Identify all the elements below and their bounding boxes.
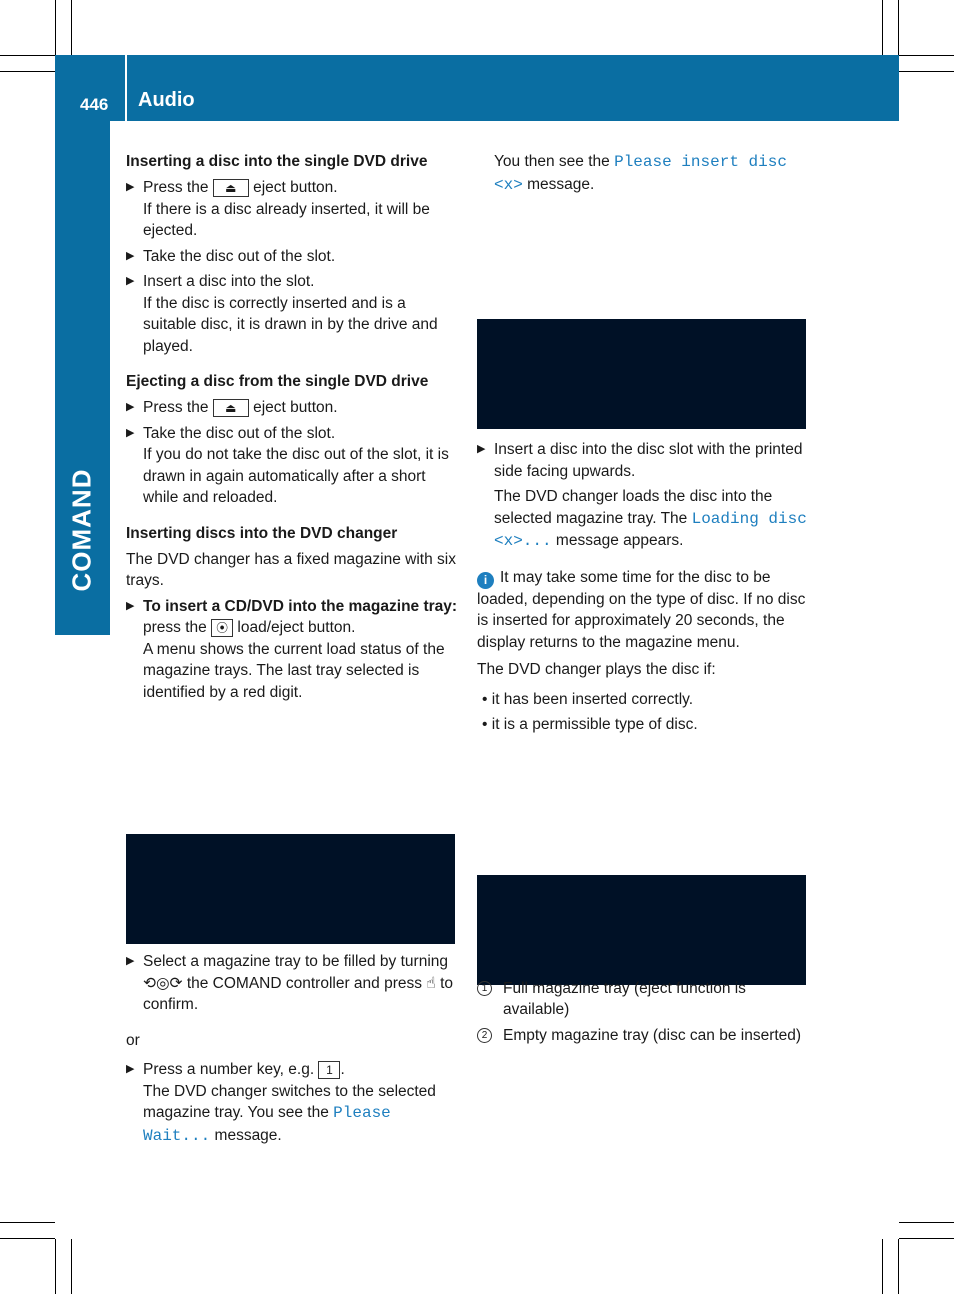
crop-mark bbox=[899, 1238, 954, 1239]
legend-text: Empty magazine tray (disc can be inserted) bbox=[503, 1026, 802, 1044]
crop-mark bbox=[71, 0, 72, 55]
list-item bbox=[477, 689, 812, 711]
callout-1-icon: 1 bbox=[477, 981, 492, 996]
bullet-icon: • bbox=[482, 716, 488, 733]
step-insert-disc-slot bbox=[477, 439, 812, 553]
step-press-eject bbox=[126, 177, 461, 242]
step-note: If there is a disc already inserted, it will be ejected. bbox=[143, 200, 430, 239]
step-text: press the bbox=[143, 619, 207, 636]
crop-mark bbox=[898, 0, 899, 55]
crop-mark bbox=[882, 1239, 883, 1294]
step-note-text: The DVD changer switches to the selected magazine tray. You see the bbox=[143, 1082, 436, 1121]
crop-mark bbox=[0, 55, 55, 56]
step-note: If the disc is correctly inserted and is a suitable disc, it is drawn in by the drive and played. bbox=[143, 294, 438, 355]
step-arrow-icon: ▶ bbox=[126, 955, 135, 967]
step-text: load/eject button. bbox=[237, 619, 356, 636]
step-note-text: message. bbox=[214, 1126, 282, 1144]
step-text: Press the bbox=[143, 399, 209, 416]
controller-turn-icon: ⟲◎⟳ bbox=[143, 974, 183, 992]
number-key-icon: 1 bbox=[318, 1061, 340, 1079]
display-message: Loading disc <x>... bbox=[494, 509, 807, 550]
crop-mark bbox=[899, 55, 954, 56]
step-note bbox=[143, 1081, 461, 1148]
side-tab-box bbox=[55, 592, 110, 635]
text: message. bbox=[527, 175, 595, 193]
screenshot-spacer bbox=[477, 200, 812, 439]
step-note: A menu shows the current load status of the magazine trays. The last tray selected is identified by a red digit. bbox=[143, 640, 445, 701]
step-bold-text: To insert a CD/DVD into the magazine tray: bbox=[143, 597, 458, 615]
step-arrow-icon: ▶ bbox=[126, 599, 135, 612]
bullet-icon: • bbox=[482, 690, 488, 708]
crop-mark bbox=[899, 71, 954, 72]
crop-mark bbox=[882, 0, 883, 55]
crop-mark bbox=[899, 1222, 954, 1223]
list-item-text: it is a permissible type of disc. bbox=[491, 716, 698, 733]
step-text: eject button. bbox=[253, 179, 338, 196]
crop-mark bbox=[0, 1222, 55, 1223]
step-note-text: The DVD changer loads the disc into the selected magazine tray. The bbox=[494, 488, 773, 527]
step-text: Insert a disc into the slot. bbox=[143, 273, 315, 290]
header-divider bbox=[125, 55, 127, 121]
step-arrow-icon: ▶ bbox=[126, 275, 135, 287]
info-text: It may take some time for the disc to be loaded, depending on the type of disc. If no disc is inserted for approximately 20 seconds, the display returns to the magazine menu. bbox=[477, 568, 806, 651]
step-note bbox=[494, 486, 812, 553]
step-insert-magazine bbox=[126, 596, 461, 704]
heading-dvd-changer: Inserting discs into the DVD changer bbox=[126, 524, 398, 542]
step-text: Press the bbox=[143, 179, 209, 196]
crop-mark bbox=[0, 1238, 55, 1239]
section-title: Audio bbox=[138, 89, 195, 111]
step-text: Insert a disc into the disc slot with the printed side facing upwards. bbox=[494, 441, 803, 480]
crop-mark bbox=[71, 1239, 72, 1294]
eject-icon: ⏏ bbox=[213, 179, 249, 197]
crop-mark bbox=[55, 0, 56, 55]
screenshot-spacer bbox=[477, 740, 812, 978]
step-text: Select a magazine tray to be filled by turning bbox=[143, 953, 449, 970]
page-number: 446 bbox=[80, 95, 109, 114]
legend-item-empty-tray bbox=[477, 1025, 812, 1047]
list-item-text: it has been inserted correctly. bbox=[491, 690, 694, 708]
step-take-disc-out-2 bbox=[126, 423, 461, 509]
screenshot-spacer bbox=[126, 707, 461, 951]
step-text: eject button. bbox=[253, 399, 338, 416]
step-note-text: message appears. bbox=[555, 532, 684, 549]
step-arrow-icon: ▶ bbox=[477, 443, 486, 455]
step-arrow-icon: ▶ bbox=[126, 181, 135, 193]
step-text: the COMAND controller and press bbox=[186, 974, 422, 992]
list-item bbox=[477, 714, 812, 736]
step-press-eject-2 bbox=[126, 397, 461, 419]
or-text: or bbox=[126, 1031, 140, 1049]
paragraph-insert-message bbox=[477, 151, 812, 196]
crop-mark bbox=[898, 1239, 899, 1294]
left-column bbox=[126, 151, 461, 1151]
step-text: Take the disc out of the slot. bbox=[143, 424, 336, 442]
step-note: If you do not take the disc out of the slot, it is drawn in again automatically after a short while and reloaded. bbox=[143, 446, 449, 506]
step-text: to confirm. bbox=[143, 974, 453, 1013]
controller-press-icon: ☝ bbox=[426, 974, 436, 992]
step-arrow-icon: ▶ bbox=[126, 249, 135, 262]
legend-item-full-tray bbox=[477, 978, 812, 1021]
heading-single-dvd-insert: Inserting a disc into the single DVD drive bbox=[126, 153, 428, 170]
paragraph-plays-if: The DVD changer plays the disc if: bbox=[477, 661, 716, 678]
heading-single-dvd-eject: Ejecting a disc from the single DVD drive bbox=[126, 373, 429, 390]
legend-text: Full magazine tray (eject function is available) bbox=[503, 979, 746, 1018]
paragraph-changer-intro: The DVD changer has a fixed magazine with six trays. bbox=[126, 550, 456, 589]
step-select-tray bbox=[126, 951, 461, 1016]
text: You then see the bbox=[494, 153, 610, 170]
display-message: Please insert disc <x> bbox=[494, 153, 787, 194]
info-note bbox=[477, 567, 812, 654]
callout-2-icon: 2 bbox=[477, 1028, 492, 1043]
step-number-key: ▶ Press a number key, e.g. 1 . The DVD changer switches to the selected magazine tray. You see the Please Wait... message. bbox=[126, 1059, 461, 1147]
crop-mark bbox=[0, 71, 55, 72]
step-text: Take the disc out of the slot. bbox=[143, 247, 336, 265]
step-text: Press a number key, e.g. bbox=[143, 1061, 315, 1078]
step-arrow-icon: ▶ bbox=[126, 426, 135, 439]
eject-icon: ⏏ bbox=[213, 399, 249, 417]
display-message: Please Wait... bbox=[143, 1104, 391, 1145]
load-eject-icon: ⦿ bbox=[211, 619, 233, 637]
step-take-disc-out bbox=[126, 246, 461, 268]
info-icon: i bbox=[477, 572, 494, 589]
side-tab-label: COMAND bbox=[66, 468, 97, 592]
crop-mark bbox=[55, 1239, 56, 1294]
step-insert-disc bbox=[126, 271, 461, 357]
step-arrow-icon: ▶ bbox=[126, 401, 135, 413]
step-arrow-icon: ▶ bbox=[126, 1063, 135, 1075]
right-column bbox=[477, 151, 812, 1050]
